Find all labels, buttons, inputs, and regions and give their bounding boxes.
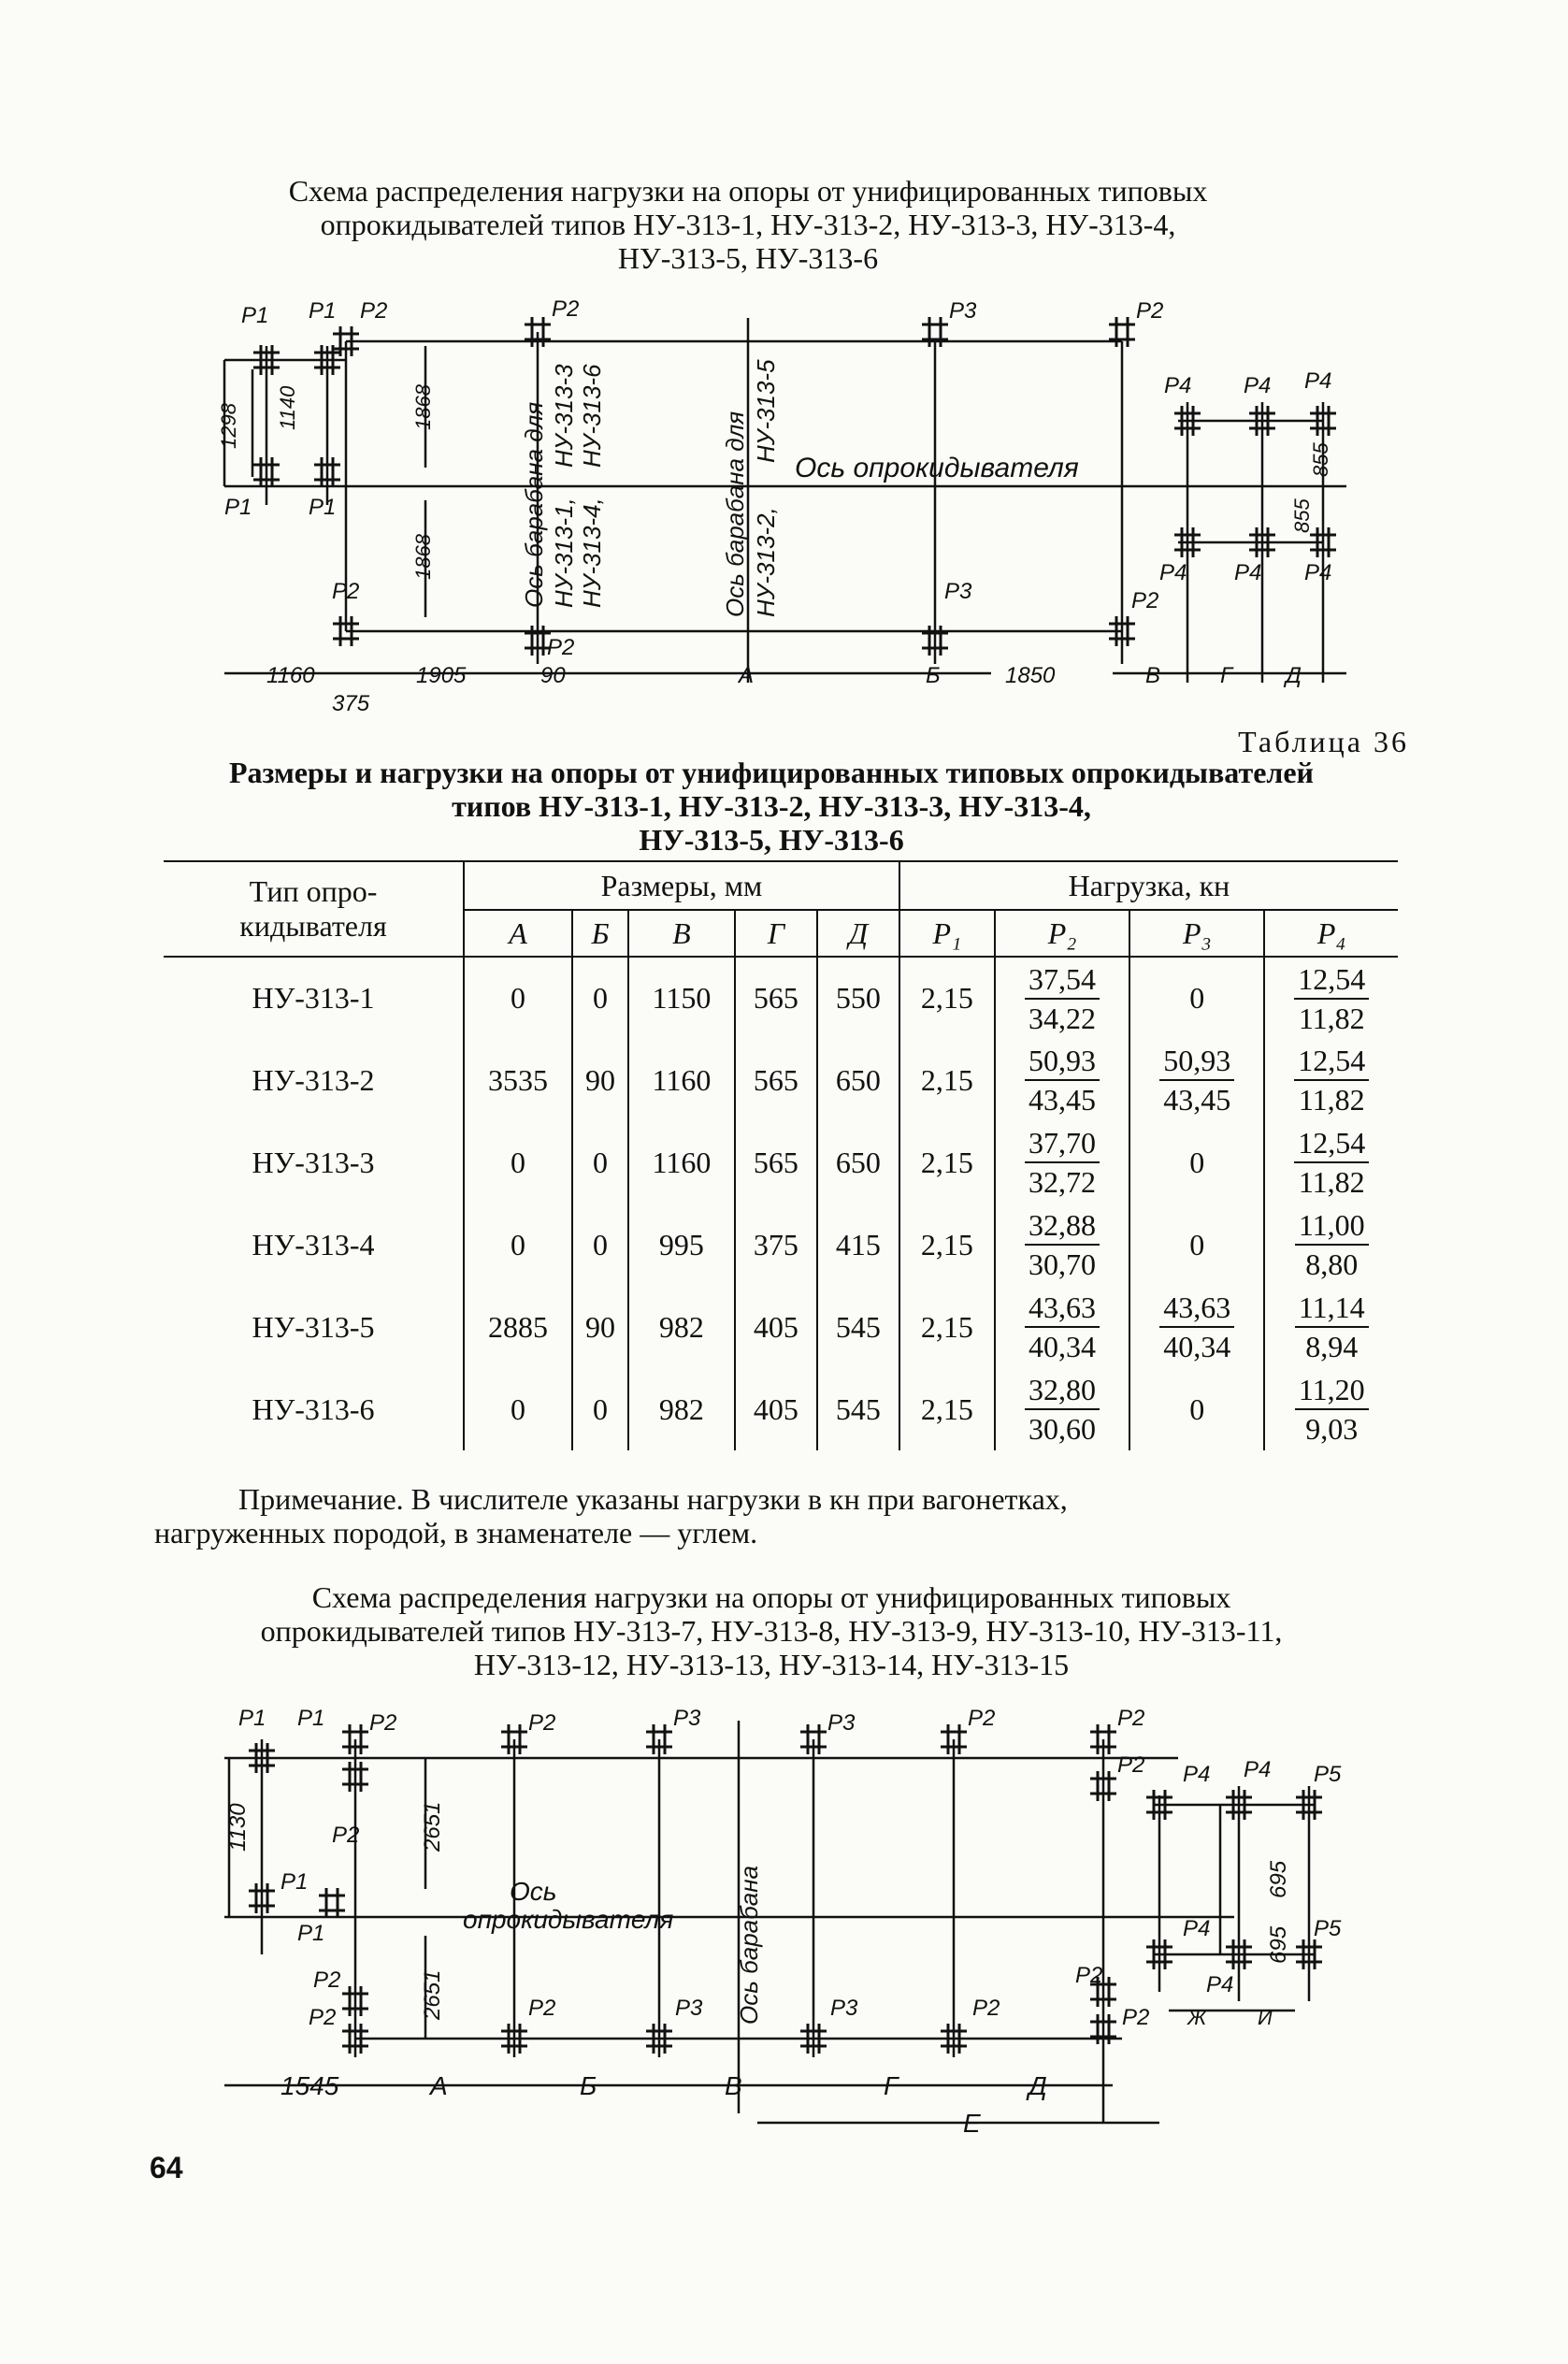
svg-text:P1: P1 — [297, 1921, 325, 1946]
svg-text:Е: Е — [963, 2109, 981, 2138]
svg-text:1298: 1298 — [217, 403, 240, 449]
label-p4-d: P4 — [1159, 560, 1187, 585]
label-p4-f: P4 — [1304, 560, 1332, 585]
header-loads: Нагрузка, кн — [899, 861, 1398, 910]
axis2-label-2: опрокидывателя — [463, 1905, 674, 1934]
header-sizes: Размеры, мм — [464, 861, 899, 910]
label-p4-e: P4 — [1234, 560, 1262, 585]
svg-text:Д: Д — [1286, 663, 1302, 688]
svg-text:P4: P4 — [1206, 1972, 1234, 1997]
svg-text:P3: P3 — [673, 1706, 701, 1731]
svg-text:P2: P2 — [1075, 1963, 1103, 1988]
svg-text:Б: Б — [580, 2071, 597, 2100]
svg-text:P4: P4 — [1244, 1757, 1272, 1782]
load-diagram-2 — [0, 1702, 1568, 2188]
svg-text:В: В — [725, 2071, 742, 2100]
table-note: Примечание. В числителе указаны нагрузки в кн при вагонетках, нагруженных породой, в знаменателе — углем. — [154, 1482, 1068, 1550]
label-p2-e: P2 — [1131, 588, 1159, 613]
svg-text:А: А — [430, 2071, 448, 2100]
svg-text:2651: 2651 — [420, 1969, 445, 2020]
svg-text:1868: 1868 — [411, 384, 435, 430]
label-p4-c: P4 — [1304, 368, 1332, 394]
svg-text:НУ-313-3: НУ-313-3 — [550, 364, 578, 468]
svg-text:P3: P3 — [830, 1996, 858, 2021]
svg-text:695: 695 — [1266, 1925, 1291, 1964]
svg-text:И: И — [1258, 2006, 1273, 2029]
svg-text:1850: 1850 — [1005, 663, 1056, 688]
svg-text:P1: P1 — [297, 1706, 325, 1731]
label-p3-a: P3 — [949, 298, 977, 324]
label-p1-a: P1 — [241, 303, 269, 328]
svg-text:НУ-313-5: НУ-313-5 — [752, 359, 780, 463]
svg-text:1868: 1868 — [411, 534, 435, 580]
label-p1-b: P1 — [309, 298, 337, 324]
svg-text:1160: 1160 — [266, 663, 315, 688]
svg-text:НУ-313-2,: НУ-313-2, — [752, 507, 780, 617]
svg-text:1130: 1130 — [225, 1803, 251, 1852]
svg-text:P1: P1 — [281, 1869, 309, 1895]
svg-text:695: 695 — [1266, 1860, 1291, 1898]
diagram2-caption: Схема распределения нагрузки на опоры от унифицированных типовых опрокидывателей типов НУ-313-7, НУ-313-8, НУ-313-9, НУ-313-10, НУ-313-11, НУ-313-12, НУ-313-13, НУ-313-14, НУ-313-15 — [260, 1580, 1283, 1681]
svg-text:P2: P2 — [1117, 1752, 1145, 1778]
svg-text:1140: 1140 — [276, 385, 299, 430]
table-row: НУ-313-2 3535 90 1160 565 650 2,15 $\frac{50,93}{43,45}$ $\frac{50,93}{43,45}$ $\frac{12,54}{11,82}$ — [164, 1039, 1398, 1121]
label-p4-a: P4 — [1164, 373, 1192, 398]
table-title: Размеры и нагрузки на опоры от унифицированных типовых опрокидывателей типов НУ-313-1, НУ-313-2, НУ-313-3, НУ-313-4, НУ-313-5, НУ-313-6 — [229, 756, 1314, 857]
table-row: НУ-313-5 2885 90 982 405 545 2,15 $\frac{43,63}{40,34}$ $\frac{43,63}{40,34}$ $\frac{11,14}{8,94}$ — [164, 1286, 1398, 1368]
label-p2-f: P2 — [547, 635, 575, 660]
svg-text:Д: Д — [1029, 2071, 1047, 2100]
svg-text:P2: P2 — [1122, 2005, 1150, 2030]
svg-text:855: 855 — [1290, 498, 1314, 533]
svg-text:P2: P2 — [309, 2005, 337, 2030]
label-p2-b: P2 — [552, 296, 580, 322]
svg-text:90: 90 — [540, 663, 566, 688]
svg-text:P4: P4 — [1183, 1762, 1211, 1787]
svg-text:Ж: Ж — [1187, 2006, 1207, 2029]
table-row: НУ-313-4 0 0 995 375 415 2,15 $\frac{32,88}{30,70}$ 0 $\frac{11,00}{8,80}$ — [164, 1204, 1398, 1286]
load-diagram-1 — [0, 290, 1568, 720]
svg-text:P3: P3 — [827, 1710, 856, 1736]
svg-text:А: А — [739, 663, 755, 688]
label-p4-b: P4 — [1244, 373, 1272, 398]
svg-text:P2: P2 — [1117, 1706, 1145, 1731]
svg-text:P2: P2 — [968, 1706, 996, 1731]
label-p1-d: P1 — [309, 495, 337, 520]
svg-text:Г: Г — [884, 2071, 899, 2100]
table-body — [164, 957, 1398, 1450]
svg-text:1545: 1545 — [281, 2071, 339, 2100]
table-number: Таблица 36 — [1238, 725, 1409, 758]
table-row: НУ-313-1 0 0 1150 565 550 2,15 $\frac{37,54}{34,22}$ 0 $\frac{12,54}{11,82}$ — [164, 957, 1398, 1039]
svg-text:2651: 2651 — [420, 1801, 445, 1852]
svg-text:P5: P5 — [1314, 1762, 1342, 1787]
label-p2-c: P2 — [1136, 298, 1164, 324]
svg-text:НУ-313-1,: НУ-313-1, — [550, 497, 578, 608]
label-p1-c: P1 — [224, 495, 252, 520]
svg-text:P4: P4 — [1183, 1916, 1211, 1941]
axis-drum2-label: Ось барабана для — [721, 411, 749, 617]
header-type: Тип опро-кидывателя — [164, 861, 464, 957]
axis-drum1-label: Ось барабана для — [520, 401, 548, 608]
svg-text:P5: P5 — [1314, 1916, 1342, 1941]
svg-text:В: В — [1145, 663, 1161, 688]
svg-text:P2: P2 — [972, 1996, 1000, 2021]
svg-text:P1: P1 — [238, 1706, 266, 1731]
svg-text:НУ-313-4,: НУ-313-4, — [578, 497, 606, 608]
loads-table: Тип опро-кидывателя Размеры, мм Нагрузка, кн А Б В Г Д P₁ P₂ P₃ P₄ НУ-313-1 0 0 1150 565 550 2,15 $\frac{37,54}{34,22}$ 0 $\frac{12,54}{11,82}$ НУ-313-2 3535 90 1160 565 650 2,15 $\frac{50,93}{43,45}$ $\frac{50,93}{43,45}$ $\frac{12,54}{11,82}$ НУ-313-3 0 0 1160 565 650 2,15 $\frac{37,70}{32,72}$ 0 $\frac{12,54}{11,82}$ НУ-313-4 0 0 995 375 415 2,15 $\frac{32,88}{30,70}$ 0 $\frac{11,00}{8,80}$ НУ-313-5 2885 90 982 405 545 2,15 $\frac{43,63}{40,34}$ $\frac{43,63}{40,34}$ $\frac{11,14}{8,94}$ НУ-313-6 0 0 982 405 545 2,15 $\frac{32,80}{30,60}$ 0 $\frac{11,20}{9,03}$ — [164, 860, 1398, 1450]
table-row: НУ-313-3 0 0 1160 565 650 2,15 $\frac{37,70}{32,72}$ 0 $\frac{12,54}{11,82}$ — [164, 1121, 1398, 1204]
page-number: 64 — [150, 2151, 183, 2184]
svg-text:Б: Б — [926, 663, 941, 688]
svg-text:375: 375 — [332, 691, 370, 716]
svg-text:P2: P2 — [528, 1710, 556, 1736]
label-p2-d: P2 — [332, 579, 360, 604]
svg-text:P2: P2 — [369, 1710, 397, 1736]
svg-text:НУ-313-6: НУ-313-6 — [578, 364, 606, 468]
label-p3-b: P3 — [944, 579, 972, 604]
drum2-label: Ось барабана — [735, 1866, 763, 2025]
svg-text:Г: Г — [1220, 663, 1233, 688]
diagram1-caption: Схема распределения нагрузки на опоры от унифицированных типовых опрокидывателей типов НУ-313-1, НУ-313-2, НУ-313-3, НУ-313-4, НУ-313-5, НУ-313-6 — [288, 174, 1208, 275]
table-row: НУ-313-6 0 0 982 405 545 2,15 $\frac{32,80}{30,60}$ 0 $\frac{11,20}{9,03}$ — [164, 1368, 1398, 1450]
svg-text:1905: 1905 — [416, 663, 467, 688]
svg-text:855: 855 — [1309, 442, 1332, 477]
label-p2-a: P2 — [360, 298, 388, 324]
svg-text:P2: P2 — [528, 1996, 556, 2021]
svg-text:P3: P3 — [675, 1996, 703, 2021]
svg-text:P2: P2 — [332, 1823, 360, 1848]
axis2-label: Ось — [510, 1877, 557, 1906]
svg-text:P2: P2 — [313, 1968, 341, 1993]
axis-tipper-label: Ось опрокидывателя — [795, 453, 1079, 483]
